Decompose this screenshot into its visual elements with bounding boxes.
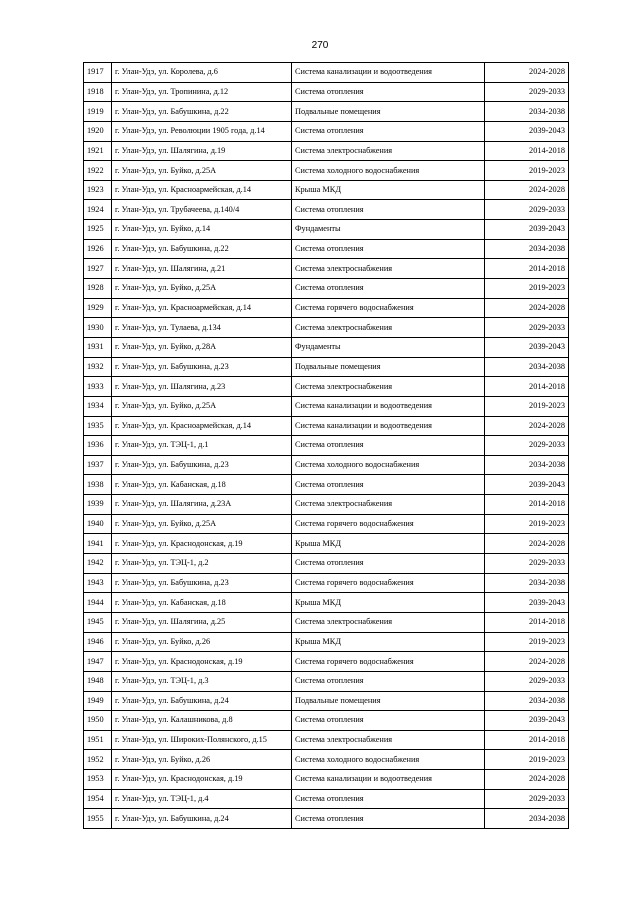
address-cell: г. Улан-Удэ, ул. Краснодонская, д.19: [112, 534, 292, 554]
system-cell: Система электроснабжения: [292, 141, 485, 161]
period-cell: 2014-2018: [485, 612, 569, 632]
system-cell: Система отопления: [292, 554, 485, 574]
table-row: [84, 318, 569, 338]
system-cell: Система электроснабжения: [292, 730, 485, 750]
table-row: [84, 671, 569, 691]
address-cell: г. Улан-Удэ, ул. Буйко, д.25А: [112, 514, 292, 534]
address-cell: г. Улан-Удэ, ул. Шалягина, д.23А: [112, 495, 292, 515]
address-cell: г. Улан-Удэ, ул. Красноармейская, д.14: [112, 180, 292, 200]
row-number-cell: 1951: [84, 730, 112, 750]
address-cell: г. Улан-Удэ, ул. Буйко, д.25А: [112, 161, 292, 181]
address-cell: г. Улан-Удэ, ул. Тулаева, д.134: [112, 318, 292, 338]
address-cell: г. Улан-Удэ, ул. ТЭЦ-1, д.3: [112, 671, 292, 691]
period-cell: 2029-2033: [485, 671, 569, 691]
row-number-cell: 1936: [84, 436, 112, 456]
period-cell: 2029-2033: [485, 82, 569, 102]
period-cell: 2019-2023: [485, 161, 569, 181]
address-cell: г. Улан-Удэ, ул. ТЭЦ-1, д.2: [112, 554, 292, 574]
system-cell: Система холодного водоснабжения: [292, 750, 485, 770]
row-number-cell: 1953: [84, 770, 112, 790]
table-body: [84, 63, 569, 829]
table-row: [84, 102, 569, 122]
system-cell: Система горячего водоснабжения: [292, 652, 485, 672]
table-row: [84, 730, 569, 750]
page-number: 270: [311, 40, 329, 51]
period-cell: 2034-2038: [485, 455, 569, 475]
period-cell: 2024-2028: [485, 770, 569, 790]
row-number-cell: 1945: [84, 612, 112, 632]
table-row: [84, 259, 569, 279]
system-cell: Система электроснабжения: [292, 259, 485, 279]
system-cell: Система отопления: [292, 711, 485, 731]
period-cell: 2019-2023: [485, 750, 569, 770]
address-cell: г. Улан-Удэ, ул. Буйко, д.26: [112, 750, 292, 770]
system-cell: Система канализации и водоотведения: [292, 416, 485, 436]
table-row: [84, 357, 569, 377]
address-cell: г. Улан-Удэ, ул. Калашникова, д.8: [112, 711, 292, 731]
period-cell: 2029-2033: [485, 200, 569, 220]
address-cell: г. Улан-Удэ, ул. Буйко, д.14: [112, 220, 292, 240]
system-cell: Система отопления: [292, 82, 485, 102]
system-cell: Система отопления: [292, 121, 485, 141]
period-cell: 2014-2018: [485, 259, 569, 279]
system-cell: Система отопления: [292, 239, 485, 259]
system-cell: Система отопления: [292, 436, 485, 456]
table-row: [84, 514, 569, 534]
system-cell: Система канализации и водоотведения: [292, 63, 485, 83]
period-cell: 2034-2038: [485, 691, 569, 711]
table-row: [84, 495, 569, 515]
row-number-cell: 1928: [84, 279, 112, 299]
table-row: [84, 396, 569, 416]
table-row: [84, 475, 569, 495]
table-row: [84, 750, 569, 770]
row-number-cell: 1921: [84, 141, 112, 161]
row-number-cell: 1930: [84, 318, 112, 338]
address-cell: г. Улан-Удэ, ул. Шалягина, д.23: [112, 377, 292, 397]
period-cell: 2014-2018: [485, 141, 569, 161]
table-row: [84, 200, 569, 220]
table-row: [84, 121, 569, 141]
system-cell: Система электроснабжения: [292, 318, 485, 338]
table-row: [84, 180, 569, 200]
period-cell: 2039-2043: [485, 121, 569, 141]
address-cell: г. Улан-Удэ, ул. Буйко, д.25А: [112, 396, 292, 416]
table-row: [84, 63, 569, 83]
table-row: [84, 141, 569, 161]
address-cell: г. Улан-Удэ, ул. Буйко, д.28А: [112, 337, 292, 357]
table-row: [84, 573, 569, 593]
address-cell: г. Улан-Удэ, ул. Красноармейская, д.14: [112, 298, 292, 318]
table-row: [84, 82, 569, 102]
row-number-cell: 1925: [84, 220, 112, 240]
address-cell: г. Улан-Удэ, ул. Революции 1905 года, д.14: [112, 121, 292, 141]
address-cell: г. Улан-Удэ, ул. Бабушкина, д.23: [112, 357, 292, 377]
system-cell: Система электроснабжения: [292, 495, 485, 515]
system-cell: Система электроснабжения: [292, 377, 485, 397]
row-number-cell: 1934: [84, 396, 112, 416]
period-cell: 2014-2018: [485, 377, 569, 397]
period-cell: 2034-2038: [485, 239, 569, 259]
period-cell: 2019-2023: [485, 514, 569, 534]
row-number-cell: 1938: [84, 475, 112, 495]
row-number-cell: 1943: [84, 573, 112, 593]
system-cell: Система канализации и водоотведения: [292, 770, 485, 790]
address-cell: г. Улан-Удэ, ул. Бабушкина, д.23: [112, 573, 292, 593]
period-cell: 2034-2038: [485, 809, 569, 829]
address-cell: г. Улан-Удэ, ул. Краснодонская, д.19: [112, 770, 292, 790]
table-row: [84, 161, 569, 181]
row-number-cell: 1926: [84, 239, 112, 259]
row-number-cell: 1924: [84, 200, 112, 220]
row-number-cell: 1918: [84, 82, 112, 102]
period-cell: 2029-2033: [485, 436, 569, 456]
system-cell: Крыша МКД: [292, 534, 485, 554]
row-number-cell: 1931: [84, 337, 112, 357]
address-cell: г. Улан-Удэ, ул. Бабушкина, д.22: [112, 102, 292, 122]
table-row: [84, 770, 569, 790]
table-row: [84, 279, 569, 299]
period-cell: 2014-2018: [485, 730, 569, 750]
row-number-cell: 1933: [84, 377, 112, 397]
period-cell: 2039-2043: [485, 220, 569, 240]
table-row: [84, 593, 569, 613]
row-number-cell: 1950: [84, 711, 112, 731]
system-cell: Крыша МКД: [292, 632, 485, 652]
address-cell: г. Улан-Удэ, ул. Бабушкина, д.24: [112, 691, 292, 711]
table-row: [84, 220, 569, 240]
row-number-cell: 1952: [84, 750, 112, 770]
table-row: [84, 436, 569, 456]
period-cell: 2029-2033: [485, 789, 569, 809]
address-cell: г. Улан-Удэ, ул. Кабанская, д.18: [112, 475, 292, 495]
system-cell: Система отопления: [292, 475, 485, 495]
address-cell: г. Улан-Удэ, ул. Красноармейская, д.14: [112, 416, 292, 436]
system-cell: Система холодного водоснабжения: [292, 455, 485, 475]
row-number-cell: 1920: [84, 121, 112, 141]
address-cell: г. Улан-Удэ, ул. ТЭЦ-1, д.4: [112, 789, 292, 809]
address-cell: г. Улан-Удэ, ул. Кабанская, д.18: [112, 593, 292, 613]
address-cell: г. Улан-Удэ, ул. Широких-Полянского, д.15: [112, 730, 292, 750]
address-cell: г. Улан-Удэ, ул. Бабушкина, д.24: [112, 809, 292, 829]
address-cell: г. Улан-Удэ, ул. Бабушкина, д.22: [112, 239, 292, 259]
period-cell: 2024-2028: [485, 63, 569, 83]
period-cell: 2024-2028: [485, 180, 569, 200]
address-cell: г. Улан-Удэ, ул. Тропинина, д.12: [112, 82, 292, 102]
address-cell: г. Улан-Удэ, ул. Королева, д.6: [112, 63, 292, 83]
table-row: [84, 632, 569, 652]
period-cell: 2024-2028: [485, 298, 569, 318]
system-cell: Фундаменты: [292, 337, 485, 357]
system-cell: Подвальные помещения: [292, 102, 485, 122]
period-cell: 2034-2038: [485, 573, 569, 593]
period-cell: 2024-2028: [485, 534, 569, 554]
row-number-cell: 1929: [84, 298, 112, 318]
row-number-cell: 1922: [84, 161, 112, 181]
row-number-cell: 1949: [84, 691, 112, 711]
address-cell: г. Улан-Удэ, ул. Шалягина, д.19: [112, 141, 292, 161]
period-cell: 2039-2043: [485, 593, 569, 613]
table-row: [84, 711, 569, 731]
table-row: [84, 652, 569, 672]
row-number-cell: 1937: [84, 455, 112, 475]
system-cell: Система отопления: [292, 809, 485, 829]
row-number-cell: 1939: [84, 495, 112, 515]
period-cell: 2019-2023: [485, 396, 569, 416]
period-cell: 2034-2038: [485, 102, 569, 122]
system-cell: Подвальные помещения: [292, 357, 485, 377]
system-cell: Система горячего водоснабжения: [292, 514, 485, 534]
row-number-cell: 1955: [84, 809, 112, 829]
period-cell: 2029-2033: [485, 318, 569, 338]
table-row: [84, 691, 569, 711]
address-cell: г. Улан-Удэ, ул. ТЭЦ-1, д.1: [112, 436, 292, 456]
table-row: [84, 377, 569, 397]
period-cell: 2024-2028: [485, 416, 569, 436]
row-number-cell: 1919: [84, 102, 112, 122]
row-number-cell: 1923: [84, 180, 112, 200]
row-number-cell: 1948: [84, 671, 112, 691]
row-number-cell: 1940: [84, 514, 112, 534]
row-number-cell: 1935: [84, 416, 112, 436]
period-cell: 2019-2023: [485, 279, 569, 299]
table-row: [84, 337, 569, 357]
table-row: [84, 534, 569, 554]
row-number-cell: 1917: [84, 63, 112, 83]
row-number-cell: 1954: [84, 789, 112, 809]
period-cell: 2034-2038: [485, 357, 569, 377]
table-row: [84, 416, 569, 436]
row-number-cell: 1942: [84, 554, 112, 574]
period-cell: 2024-2028: [485, 652, 569, 672]
system-cell: Система горячего водоснабжения: [292, 573, 485, 593]
table-row: [84, 554, 569, 574]
period-cell: 2029-2033: [485, 554, 569, 574]
period-cell: 2039-2043: [485, 337, 569, 357]
system-cell: Система отопления: [292, 200, 485, 220]
address-cell: г. Улан-Удэ, ул. Трубачеева, д.140/4: [112, 200, 292, 220]
row-number-cell: 1944: [84, 593, 112, 613]
system-cell: Система отопления: [292, 789, 485, 809]
period-cell: 2039-2043: [485, 711, 569, 731]
system-cell: Система электроснабжения: [292, 612, 485, 632]
period-cell: 2039-2043: [485, 475, 569, 495]
row-number-cell: 1947: [84, 652, 112, 672]
system-cell: Система отопления: [292, 279, 485, 299]
row-number-cell: 1927: [84, 259, 112, 279]
address-cell: г. Улан-Удэ, ул. Буйко, д.26: [112, 632, 292, 652]
address-cell: г. Улан-Удэ, ул. Краснодонская, д.19: [112, 652, 292, 672]
period-cell: 2019-2023: [485, 632, 569, 652]
row-number-cell: 1941: [84, 534, 112, 554]
repair-schedule-table: [83, 62, 569, 829]
row-number-cell: 1932: [84, 357, 112, 377]
table-row: [84, 298, 569, 318]
table-row: [84, 612, 569, 632]
system-cell: Система горячего водоснабжения: [292, 298, 485, 318]
system-cell: Система отопления: [292, 671, 485, 691]
address-cell: г. Улан-Удэ, ул. Шалягина, д.21: [112, 259, 292, 279]
address-cell: г. Улан-Удэ, ул. Шалягина, д.25: [112, 612, 292, 632]
system-cell: Система холодного водоснабжения: [292, 161, 485, 181]
system-cell: Фундаменты: [292, 220, 485, 240]
table-row: [84, 789, 569, 809]
address-cell: г. Улан-Удэ, ул. Буйко, д.25А: [112, 279, 292, 299]
table-row: [84, 455, 569, 475]
system-cell: Крыша МКД: [292, 180, 485, 200]
address-cell: г. Улан-Удэ, ул. Бабушкина, д.23: [112, 455, 292, 475]
system-cell: Подвальные помещения: [292, 691, 485, 711]
system-cell: Система канализации и водоотведения: [292, 396, 485, 416]
table-row: [84, 239, 569, 259]
period-cell: 2014-2018: [485, 495, 569, 515]
table-row: [84, 809, 569, 829]
system-cell: Крыша МКД: [292, 593, 485, 613]
row-number-cell: 1946: [84, 632, 112, 652]
